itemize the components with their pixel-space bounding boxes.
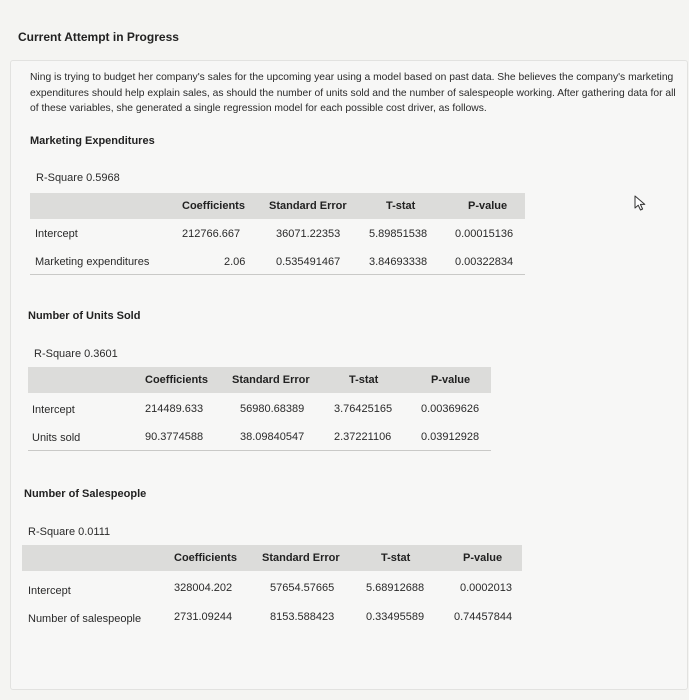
coefficient-value: 212766.667 xyxy=(182,228,241,240)
p-value-value: 0.00369626 xyxy=(421,403,480,415)
table-bottom-rule xyxy=(28,450,491,451)
col-header-p-value: P-value xyxy=(468,200,508,212)
p-value-value: 0.0002013 xyxy=(460,582,512,594)
table-header-units-sold xyxy=(28,367,491,393)
col-header-coefficients: Coefficients xyxy=(182,200,245,212)
t-stat-value: 3.84693338 xyxy=(369,256,428,268)
col-header-p-value: P-value xyxy=(431,374,471,386)
t-stat-value: 5.68912688 xyxy=(366,582,425,594)
col-header-t-stat: T-stat xyxy=(386,200,416,212)
standard-error-value: 0.535491467 xyxy=(276,256,341,268)
col-header-coefficients: Coefficients xyxy=(145,374,208,386)
col-header-standard-error: Standard Error xyxy=(232,374,310,386)
table-bottom-rule xyxy=(30,274,525,275)
t-stat-value: 0.33495589 xyxy=(366,611,425,623)
p-value-value: 0.00015136 xyxy=(455,228,514,240)
mouse-pointer-icon xyxy=(634,195,648,211)
p-value-value: 0.00322834 xyxy=(455,256,514,268)
p-value-value: 0.03912928 xyxy=(421,431,480,443)
standard-error-value: 57654.57665 xyxy=(270,582,335,594)
table-header-salespeople xyxy=(22,545,522,571)
section-title-salespeople: Number of Salespeople xyxy=(24,488,147,500)
coefficient-value: 2731.09244 xyxy=(174,611,233,623)
problem-statement: Ning is trying to budget her company's sales for the upcoming year using a model based on past data. She believes the company's marketing expenditures should help explain sales, as should the number of units sold and the number of salespeople working. After gathering data for all of these variables, she generated a single regression model for each possible cost driver, as follows. xyxy=(30,72,676,114)
section-title-units-sold: Number of Units Sold xyxy=(28,310,141,322)
col-header-standard-error: Standard Error xyxy=(269,200,347,212)
row-label: Intercept xyxy=(28,585,71,597)
row-label: Number of salespeople xyxy=(28,613,142,625)
standard-error-value: 8153.588423 xyxy=(270,611,335,623)
t-stat-value: 3.76425165 xyxy=(334,403,393,415)
rsquare-salespeople: R-Square 0.0111 xyxy=(28,526,111,538)
col-header-p-value: P-value xyxy=(463,552,503,564)
col-header-t-stat: T-stat xyxy=(381,552,411,564)
row-label: Intercept xyxy=(35,228,78,240)
coefficient-value: 214489.633 xyxy=(145,403,204,415)
row-label: Intercept xyxy=(32,404,75,416)
standard-error-value: 38.09840547 xyxy=(240,431,305,443)
t-stat-value: 2.37221106 xyxy=(334,431,392,443)
page-heading: Current Attempt in Progress xyxy=(18,30,179,44)
col-header-standard-error: Standard Error xyxy=(262,552,340,564)
standard-error-value: 56980.68389 xyxy=(240,403,305,415)
coefficient-value: 90.3774588 xyxy=(145,431,204,443)
t-stat-value: 5.89851538 xyxy=(369,228,428,240)
rsquare-marketing: R-Square 0.5968 xyxy=(36,172,120,184)
rsquare-units-sold: R-Square 0.3601 xyxy=(34,348,118,360)
col-header-t-stat: T-stat xyxy=(349,374,379,386)
table-header-marketing xyxy=(30,193,525,219)
p-value-value: 0.74457844 xyxy=(454,611,513,623)
coefficient-value: 328004.202 xyxy=(174,582,233,594)
standard-error-value: 36071.22353 xyxy=(276,228,341,240)
row-label: Units sold xyxy=(32,432,81,444)
coefficient-value: 2.06 xyxy=(224,256,246,268)
section-title-marketing: Marketing Expenditures xyxy=(30,135,155,147)
col-header-coefficients: Coefficients xyxy=(174,552,237,564)
row-label: Marketing expenditures xyxy=(35,256,150,268)
